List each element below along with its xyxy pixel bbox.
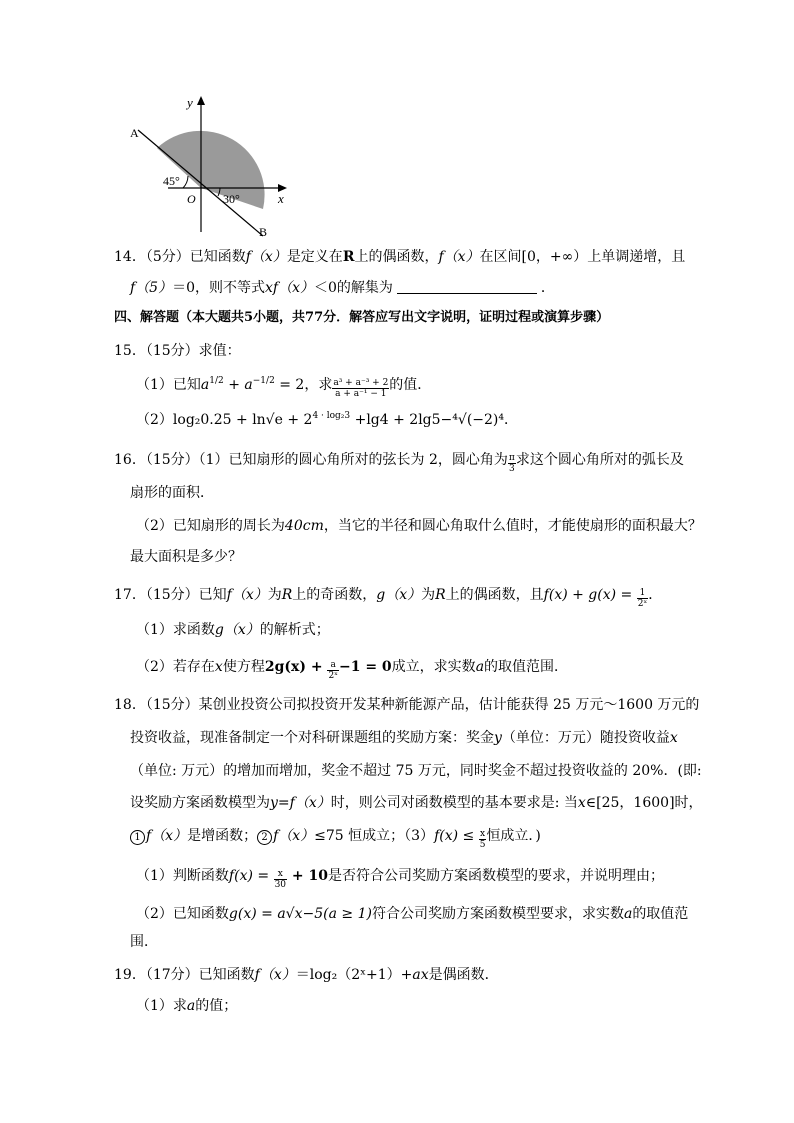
angle-arc-45 [183,176,188,188]
answer-blank [397,279,537,294]
q14-line2: f（5）＝0，则不等式xf（x）＜0的解集为 ． [130,280,555,296]
q16-line2: 扇形的面积． [130,485,214,501]
sector-figure [130,92,292,238]
label-O: O [187,192,196,206]
q17-line1: 17．（15分）已知f（x）为R上的奇函数，g（x）为R上的偶函数，且f(x) + g(x) = $\frac{1}{\text{2ˣ}}$ ． [114,587,663,609]
q18-part1: （1）判断函数f(x) = $\frac{x}{30}$ + 10是否符合公司奖励方案函数模型的要求，并说明理由； [136,868,664,890]
sector-diagram [130,92,292,238]
q17-part2: （2）若存在x使方程2g(x) + $\frac{a}{\text{2ˣ}}$ −1 = 0成立，求实数a的取值范围． [136,659,569,681]
q18-line2: 投资收益，现准备制定一个对科研课题组的奖励方案：奖金y（单位：万元）随投资收益x [130,730,678,746]
q16-line4: 最大面积是多少？ [130,549,242,565]
label-x: x [278,191,284,206]
q15-part2: $(2)\log_20.25 + \ln√e + 2^{4 \cdot log_23} +\lg 4 + 2\lg 5-^4√(-2)^4$． [136,411,518,428]
shaded-sector [157,131,265,209]
q18-part2-cont: 围． [130,934,158,950]
q18-part2: （2）已知函数g(x) = a√x−5(a ≥ 1)符合公司奖励方案函数模型要求，求实数a的取值范 [136,906,689,922]
label-30: 30° [223,192,240,206]
q19-part1: （1）求a的值； [136,998,238,1014]
q16-line1: 16．（15分）（1）已知扇形的圆心角所对的弦长为 2，圆心角为 $\frac{\pi}{3}$ 求这个圆心角所对的弧长及 [114,452,684,474]
label-y: y [187,95,193,110]
q18-line1: 18．（15分）某创业投资公司拟投资开发某种新能源产品，估计能获得 25 万元～1600 万元的 [114,697,700,713]
q18-line4: 设奖励方案函数模型为y=f（x）时，则公司对函数模型的基本要求是: 当x∈[25，1600]时， [130,795,703,811]
q15-part1: （1）已知$a^{1/2} + a^{-1/2} = 2$，求 $\frac{\text{a³ + a⁻³ + 2}}{\text{a + a⁻¹ − 1}}$ 的值． [136,376,432,399]
q18-line3: （单位: 万元）的增加而增加，奖金不超过 75 万元，同时奖金不超过投资收益的 20%．(即: [130,763,702,779]
q15-heading: 15．（15分）求值： [114,343,241,359]
q19-line1: 19．（17分）已知函数f（x）＝log₂（2ˣ+1）+ax是偶函数． [114,967,499,983]
label-A: A [130,126,139,140]
q14-line1: 14．（5分）已知函数f（x）是定义在R上的偶函数，f（x）在区间[0，+∞）上单调递增，且 [114,249,686,265]
label-45: 45° [163,174,180,188]
label-B: B [259,225,268,238]
q16-line3: （2）已知扇形的周长为40cm，当它的半径和圆心角取什么值时，才能使扇形的面积最大？ [136,518,702,534]
section-heading: 四、解答题（本大题共5小题，共77分．解答应写出文字说明，证明过程或演算步骤） [114,310,610,325]
q18-line5: 1 f（x）是增函数； 2 f（x）≤75 恒成立；（3）f(x) ≤ $\frac{x}{5}$ 恒成立．) [130,826,541,850]
q17-part1: （1）求函数g（x）的解析式； [136,622,330,638]
y-axis-arrow [197,96,205,105]
